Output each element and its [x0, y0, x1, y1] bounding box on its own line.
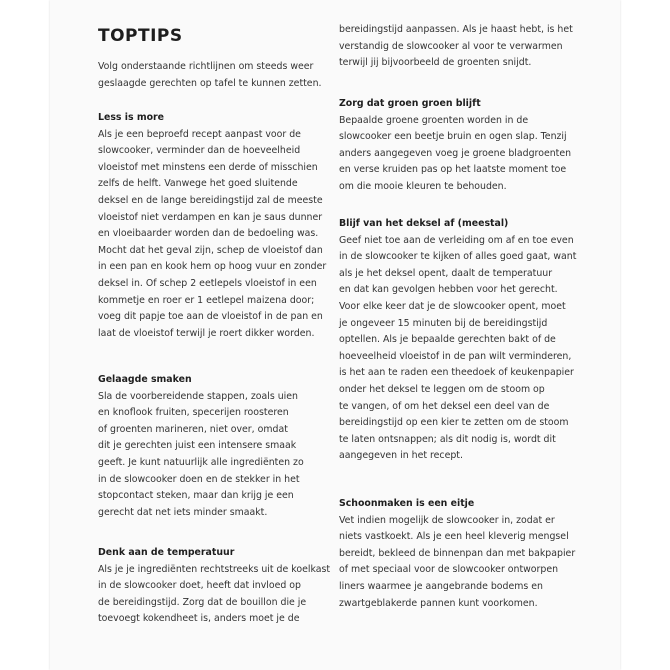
text-line: Als je je ingrediënten rechtstreeks uit de koelkast	[98, 563, 331, 575]
text-line: onder het deksel te leggen om de stoom op	[339, 383, 545, 395]
intro-paragraph	[98, 59, 322, 92]
text-line: is het aan te raden een theedoek of keukenpapier	[339, 367, 574, 379]
text-line: zelfs de helft. Vanwege het goed sluitende	[98, 178, 298, 190]
section-body	[339, 513, 575, 613]
section-heading: Zorg dat groen groen blijft	[339, 98, 481, 109]
text-line: Sla de voorbereidende stappen, zoals uien	[98, 390, 298, 402]
text-line: laat de vloeistof terwijl je roert dikker worden.	[98, 327, 315, 339]
text-line: stopcontact steken, maar dan krijg je een	[98, 490, 294, 502]
text-line: liners waarmee je aangebrande bodems en	[339, 580, 543, 592]
section-heading: Gelaagde smaken	[98, 374, 192, 385]
text-line: niets vastkoekt. Als je een heel kleverig mengsel	[339, 531, 569, 543]
text-line: en dat kan gevolgen hebben voor het gerecht.	[339, 284, 558, 296]
text-line: te laten ontsnappen; als dit nodig is, wordt dit	[339, 433, 556, 445]
text-line: aangegeven in het recept.	[339, 450, 463, 462]
text-line: als je het deksel opent, daalt de temperatuur	[339, 267, 553, 279]
text-line: zwartgeblakerde pannen kunt voorkomen.	[339, 597, 538, 609]
text-line: slowcooker, verminder dan de hoeveelheid	[98, 145, 301, 157]
text-line: Voor elke keer dat je de slowcooker opent, moet	[339, 300, 566, 312]
text-line: vloeistof niet verdampen en kan je saus dunner	[98, 211, 323, 223]
section-heading: Less is more	[98, 112, 165, 123]
text-line: Geef niet toe aan de verleiding om af en toe even	[339, 234, 574, 246]
section-heading: Blijf van het deksel af (meestal)	[339, 218, 509, 229]
text-line: vloeistof met minstens een derde of misschien	[98, 161, 318, 173]
text-line: dit je gerechten juist een intensere smaak	[98, 440, 297, 452]
section-denk-aan-de-temperatuur	[98, 545, 330, 628]
text-line: je ongeveer 15 minuten bij de bereidingstijd	[339, 317, 548, 329]
text-line: optellen. Als je bepaalde gerechten bakt of de	[339, 334, 556, 346]
section-gelaagde-smaken	[98, 372, 304, 521]
text-line: in de slowcooker doen en de stekker in het	[98, 473, 300, 485]
text-line: te vangen, of om het deksel een deel van de	[339, 400, 550, 412]
text-line: de bereidingstijd. Zorg dat de bouillon die je	[98, 596, 307, 608]
text-line: hoeveelheid vloeistof in de pan wilt verminderen,	[339, 350, 572, 362]
section-heading: Schoonmaken is een eitje	[339, 498, 475, 509]
text-line: bereidingstijd aanpassen. Als je haast hebt, is het	[339, 24, 573, 35]
text-line: deksel in. Of schep 2 eetlepels vloeistof in een	[98, 277, 317, 289]
text-line: kommetje en roer er 1 eetlepel maizena door;	[98, 294, 315, 306]
section-body	[339, 113, 571, 196]
text-line: Mocht dat het geval zijn, schep de vloeistof dan	[98, 244, 323, 256]
text-line: en verse kruiden pas op het laatste moment toe	[339, 164, 567, 176]
continued-paragraph	[339, 22, 573, 72]
text-line: of groenten marineren, niet over, omdat	[98, 423, 288, 435]
text-line: Bepaalde groene groenten worden in de	[339, 114, 529, 126]
text-line: geeft. Je kunt natuurlijk alle ingrediënten zo	[98, 456, 304, 468]
text-line: gerecht dat net iets minder smaakt.	[98, 506, 268, 518]
page-title: TOPTIPS	[98, 26, 183, 46]
text-line: verstandig de slowcooker al voor te verwarmen	[339, 40, 563, 52]
text-line: geslaagde gerechten op tafel te kunnen zetten.	[98, 77, 322, 89]
text-line: om die mooie kleuren te behouden.	[339, 180, 507, 192]
section-body	[98, 389, 304, 522]
section-body	[98, 127, 326, 343]
text-line: in de slowcooker doet, heeft dat invloed op	[98, 580, 301, 592]
text-line: Volg onderstaande richtlijnen om steeds weer	[98, 61, 314, 72]
text-line: slowcooker een beetje bruin en ogen slap. Tenzij	[339, 131, 567, 143]
text-line: en knoflook fruiten, specerijen roosteren	[98, 407, 289, 419]
text-line: terwijl jij bijvoorbeeld de groenten snijdt.	[339, 57, 532, 69]
text-line: anders aangegeven voeg je groene bladgroenten	[339, 147, 572, 159]
text-line: bereidt, bekleed de binnenpan dan met bakpapier	[339, 547, 576, 559]
text-line: of met speciaal voor de slowcooker ontworpen	[339, 564, 559, 576]
text-line: bereidingstijd op een kier te zetten om de stoom	[339, 417, 569, 429]
text-line: in de slowcooker te kijken of alles goed gaat, want	[339, 251, 577, 263]
section-less-is-more	[98, 110, 326, 342]
book-page	[50, 0, 620, 670]
text-line: Als je een beproefd recept aanpast voor de	[98, 128, 301, 140]
text-line: deksel en de lange bereidingstijd zal de meeste	[98, 194, 323, 206]
section-zorg-dat-groen-groen-blijft	[339, 96, 571, 196]
section-body	[339, 233, 576, 465]
text-line: Vet indien mogelijk de slowcooker in, zodat er	[339, 514, 555, 526]
section-heading: Denk aan de temperatuur	[98, 547, 235, 558]
section-blijf-van-het-deksel-af	[339, 216, 576, 465]
section-schoonmaken-is-een-eitje	[339, 496, 575, 612]
text-line: en vloeibaarder worden dan de bedoeling was.	[98, 228, 319, 240]
section-body	[98, 562, 330, 628]
text-line: in een pan en kook hem op hoog vuur en zonder	[98, 261, 327, 273]
text-line: voeg dit papje toe aan de vloeistof in de pan en	[98, 311, 323, 323]
text-line: toevoegt kokendheet is, anders moet je de	[98, 613, 300, 625]
